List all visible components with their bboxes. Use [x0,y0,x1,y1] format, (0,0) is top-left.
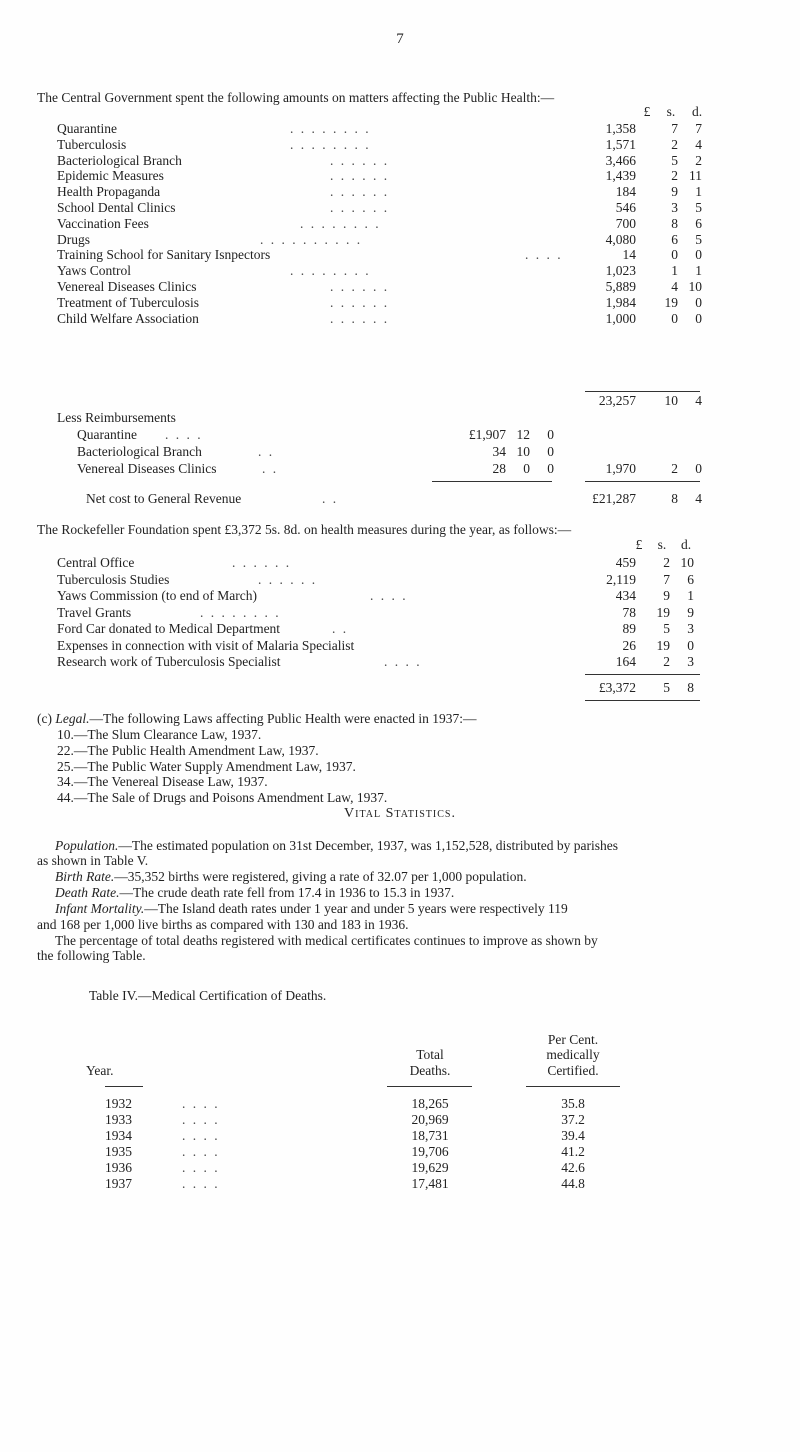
amount-pence: 0 [695,247,702,263]
amount-pence: 5 [695,200,702,215]
infant-mortality-paragraph [55,901,568,917]
leader-dots: . . . . . . [330,310,390,326]
amount-pounds: 1,571 [605,136,636,152]
rockefeller-row [0,605,800,621]
amount-pounds: 184 [615,184,636,200]
birth-rate-text: —35,352 births were registered, giving a rate of 32.07 per 1,000 population. [114,869,527,884]
amount-shillings: 19 [664,294,678,310]
rockefeller-intro-end: as follows:— [498,522,572,537]
amount-pence: 9 [687,604,694,620]
amount-pence: 1 [695,184,702,200]
leader-dots: . . . . [384,654,422,669]
deaths-cell: 19,706 [411,1144,449,1159]
population-paragraph [55,838,618,854]
rockefeller-row [0,621,800,637]
percent-cell: 44.8 [561,1176,585,1191]
leader-dots: . . . . . . [330,168,390,184]
amount-pence: 0 [547,444,554,459]
amount-pounds: 4,080 [605,231,636,247]
population-text-1: —The estimated population on 31st December, 1937, was 1,152,528, distributed by parishes [118,838,618,853]
year-cell: 1932 [105,1096,132,1111]
amount-pence: 5 [695,231,702,247]
row-label: Travel Grants [57,604,132,620]
row-label: Yaws Control [57,263,132,279]
table-row [0,1112,800,1128]
reimbursement-row [0,427,800,443]
table-row [0,1144,800,1160]
amount-shillings: 4 [671,279,678,294]
legal-heading: Legal. [55,711,90,726]
amount-shillings: 9 [663,588,670,603]
reimbursement-row [0,444,800,460]
leader-dots: . . [332,621,349,636]
row-label: Tuberculosis Studies [57,571,170,587]
expenditure-row [0,247,800,263]
law-item: 22.—The Public Health Amendment Law, 1937. [57,742,319,758]
leader-dots: . . [262,461,279,476]
total-header-2: Deaths. [409,1063,451,1078]
expenditure-row [0,216,800,232]
legal-marker: (c) [37,711,52,726]
expenditure-row [0,295,800,311]
percent-cell: 39.4 [561,1128,585,1143]
reimbursement-total-row [0,461,800,477]
infant-mortality-label: Infant Mortality. [55,901,145,916]
amount-pounds: 434 [615,588,636,603]
amount-pence: 0 [687,637,694,653]
legal-paragraph [37,711,477,727]
amount-shillings: 5 [671,152,678,168]
shillings-symbol: s. [666,104,676,119]
rf-total-rule [585,674,700,675]
amount-pence: 3 [687,654,694,669]
rockefeller-row [0,572,800,588]
death-rate-paragraph [55,885,454,901]
leader-dots: . . . . [165,427,203,442]
deaths-cell: 18,265 [411,1096,449,1111]
row-label: Venereal Diseases Clinics [77,461,217,476]
row-label: Venereal Diseases Clinics [57,279,197,294]
amount-pence: 1 [687,588,694,603]
row-label: Central Office [57,555,135,570]
cg-currency-header [0,104,800,120]
birth-rate-paragraph [55,869,527,885]
reimb-total-pence: 0 [695,461,702,476]
rf-total-shillings: 5 [663,680,670,695]
deaths-cell: 18,731 [411,1128,449,1143]
pounds-symbol: £ [643,104,651,119]
leader-dots: . . . . . . [330,200,390,215]
amount-pence: 0 [547,427,554,442]
death-rate-label: Death Rate. [55,885,120,900]
reimb-total-pounds: 1,970 [605,461,636,476]
rf-pounds-symbol: £ [635,537,643,552]
rockefeller-row [0,588,800,604]
amount-pounds: 2,119 [606,571,636,587]
rf-total-row [0,680,800,696]
percent-cell: 35.8 [561,1096,585,1111]
pct-header-2: medically [546,1047,600,1062]
leader-dots: . . . . [182,1160,220,1175]
amount-shillings: 0 [671,247,678,263]
leader-dots: . . . . [182,1096,220,1111]
amount-pence: 7 [695,121,702,136]
percentage-text-1: The percentage of total deaths registered with medical certificates continues to improve as shown by [55,933,598,948]
cg-subtotal-shillings: 10 [664,393,678,408]
leader-dots: . . . . . . [330,152,390,168]
amount-pounds: 5,889 [605,279,636,294]
amount-shillings: 19 [656,604,670,620]
rf-shillings-symbol: s. [657,537,667,552]
leader-dots: . . . . . . [232,555,292,570]
amount-pence: 6 [687,571,694,587]
year-cell: 1936 [105,1160,132,1175]
year-cell: 1933 [105,1112,132,1127]
row-label: School Dental Clinics [57,200,176,215]
year-cell: 1934 [105,1128,132,1143]
amount-shillings: 2 [663,555,670,570]
law-item: 34.—The Venereal Disease Law, 1937. [57,774,268,790]
year-header: Year. [86,1063,114,1078]
leader-dots: . . . . . . . . [290,136,371,152]
amount-shillings: 9 [671,184,678,200]
amount-shillings: 0 [523,461,530,476]
leader-dots: . . . . . . . . [200,604,281,620]
rockefeller-row [0,638,800,654]
amount-shillings: 2 [663,654,670,669]
amount-pence: 2 [695,152,702,168]
leader-dots: . . . . . . [330,279,390,294]
amount-pounds: 700 [615,215,636,231]
cg-subtotal-pence: 4 [695,393,702,408]
pence-symbol: d. [691,104,703,119]
row-label: Child Welfare Association [57,310,199,326]
amount-pence: 0 [695,310,702,326]
percent-cell: 37.2 [561,1112,585,1127]
table-row [0,1128,800,1144]
population-label: Population. [55,838,119,853]
infant-mortality-text-1: —The Island death rates under 1 year and under 5 years were respectively 119 [144,901,568,916]
rf-pence-symbol: d. [680,537,692,552]
leader-dots: . . [258,444,275,459]
expenditure-row [0,263,800,279]
amount-shillings: 19 [656,637,670,653]
amount-shillings: 6 [671,231,678,247]
net-cost-pence: 4 [695,491,702,506]
leader-dots: . . . . [182,1176,220,1191]
row-label: Quarantine [77,427,137,442]
row-label: Expenses in connection with visit of Malaria Specialist [57,637,355,653]
leader-dots: . . . . . . [330,184,390,200]
cg-subtotal-pounds: 23,257 [598,393,636,408]
amount-pence: 0 [695,294,702,310]
leader-dots: . . . . . . . . [300,215,381,231]
row-label: Research work of Tuberculosis Specialist [57,654,281,669]
rf-total-underline [585,700,700,701]
vital-statistics-heading: Vital Statistics. [344,806,456,821]
deaths-cell: 19,629 [411,1160,449,1175]
amount-pounds: £1,907 [468,427,506,442]
net-cost-dots: . . [322,491,339,506]
row-label: Vaccination Fees [57,215,149,231]
less-reimbursements-label: Less Reimbursements [57,410,176,425]
row-label: Tuberculosis [57,136,127,152]
leader-dots: . . . . [370,588,408,603]
rockefeller-row [0,555,800,571]
total-header-1: Total [416,1047,444,1062]
law-item: 44.—The Sale of Drugs and Poisons Amendment Law, 1937. [57,790,388,806]
deaths-cell: 20,969 [411,1112,449,1127]
law-item: 10.—The Slum Clearance Law, 1937. [57,727,262,742]
row-label: Quarantine [57,121,117,136]
net-cost-row [0,491,800,507]
net-cost-pounds: £21,287 [592,491,636,506]
amount-pence: 11 [689,168,702,184]
amount-pounds: 89 [622,621,636,636]
expenditure-row [0,153,800,169]
amount-pounds: 26 [622,637,636,653]
birth-rate-label: Birth Rate. [55,869,115,884]
amount-pence: 4 [695,136,702,152]
percent-cell: 41.2 [561,1144,585,1159]
table-row [0,1096,800,1112]
amount-pounds: 459 [615,555,636,570]
rockefeller-intro [37,522,571,538]
row-label: Ford Car donated to Medical Department [57,621,281,636]
table-iv-caption: Table IV.—Medical Certification of Deaths. [89,988,327,1003]
amount-shillings: 2 [671,168,678,184]
amount-shillings: 7 [663,571,670,587]
net-rule [585,481,700,482]
amount-shillings: 1 [671,263,678,279]
amount-shillings: 0 [671,310,678,326]
amount-pounds: 1,439 [605,168,636,184]
amount-shillings: 8 [671,215,678,231]
row-label: Health Propaganda [57,184,161,200]
amount-pounds: 78 [622,604,636,620]
row-label: Yaws Commission (to end of March) [57,588,257,603]
expenditure-row [0,184,800,200]
amount-pounds: 1,023 [605,263,636,279]
amount-pounds: 1,984 [605,294,636,310]
amount-pence: 3 [687,621,694,636]
percentage-text-2: the following Table. [37,948,146,963]
population-text-2: as shown in Table V. [37,853,149,868]
rf-total-pence: 8 [687,680,694,695]
cg-subtotal-rule [585,391,700,392]
leader-dots: . . . . . . . . [290,121,371,136]
expenditure-row [0,311,800,327]
central-government-intro: The Central Government spent the following amounts on matters affecting the Public Health:— [37,90,555,105]
leader-dots: . . . . [182,1112,220,1127]
amount-pounds: 14 [622,247,636,263]
amount-shillings: 12 [516,427,530,442]
cg-subtotal-row [0,393,800,409]
percent-cell: 42.6 [561,1160,585,1175]
leader-dots: . . . . . . . . . . [260,231,363,247]
legal-intro: —The following Laws affecting Public Health were enacted in 1937:— [89,711,477,726]
leader-dots: . . . . [182,1128,220,1143]
row-label: Drugs [57,231,90,247]
row-label: Bacteriological Branch [57,152,182,168]
reimb-rule [432,481,552,482]
rockefeller-row [0,654,800,670]
rockefeller-intro-start: The Rockefeller Foundation spent £3,372 5s. 8d. on health measures during the year, [37,522,496,537]
amount-shillings: 3 [671,200,678,215]
net-cost-label: Net cost to General Revenue [86,491,242,506]
amount-pence: 1 [695,263,702,279]
year-cell: 1935 [105,1144,132,1159]
leader-dots: . . . . . . . . [290,263,371,279]
expenditure-row [0,168,800,184]
expenditure-row [0,121,800,137]
deaths-cell: 17,481 [411,1176,449,1191]
amount-pence: 10 [688,279,702,294]
leader-dots: . . . . [525,247,563,263]
reimb-total-shillings: 2 [671,461,678,476]
amount-shillings: 10 [516,444,530,459]
amount-pounds: 164 [615,654,636,669]
year-cell: 1937 [105,1176,132,1191]
amount-pounds: 34 [492,444,506,459]
row-label: Training School for Sanitary Isnpectors [57,247,271,263]
amount-pounds: 28 [492,461,506,476]
amount-pence: 6 [695,215,702,231]
expenditure-row [0,137,800,153]
leader-dots: . . . . . . [330,294,390,310]
rf-total-pounds: £3,372 [598,680,636,695]
amount-pounds: 3,466 [605,152,636,168]
expenditure-row [0,200,800,216]
leader-dots: . . . . [182,1144,220,1159]
amount-pounds: 546 [615,200,636,215]
page-number: 7 [396,31,404,47]
amount-shillings: 7 [671,121,678,136]
amount-pence: 10 [680,555,694,570]
pct-header-3: Certified. [547,1063,599,1078]
amount-shillings: 5 [663,621,670,636]
pct-rule [526,1086,620,1087]
expenditure-row [0,232,800,248]
pct-header-1: Per Cent. [547,1032,599,1047]
net-cost-shillings: 8 [671,491,678,506]
amount-pounds: 1,000 [605,310,636,326]
row-label: Epidemic Measures [57,168,164,184]
table-row [0,1160,800,1176]
leader-dots: . . . . . . [258,571,318,587]
amount-pounds: 1,358 [605,121,636,136]
amount-shillings: 2 [671,136,678,152]
table-row [0,1176,800,1192]
infant-mortality-text-2: and 168 per 1,000 live births as compared with 130 and 183 in 1936. [37,917,409,932]
expenditure-row [0,279,800,295]
death-rate-text: —The crude death rate fell from 17.4 in 1936 to 15.3 in 1937. [119,885,455,900]
rf-currency-header [0,537,800,553]
row-label: Treatment of Tuberculosis [57,294,200,310]
law-item: 25.—The Public Water Supply Amendment Law, 1937. [57,758,356,774]
row-label: Bacteriological Branch [77,444,202,459]
deaths-rule [387,1086,472,1087]
amount-pence: 0 [547,461,554,476]
year-rule [105,1086,143,1087]
